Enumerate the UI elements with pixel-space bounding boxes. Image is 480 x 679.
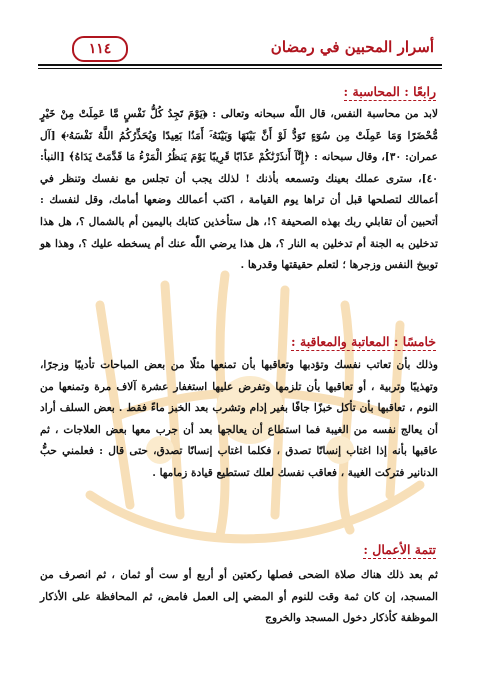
page-header xyxy=(0,36,480,80)
section-paragraph-muataba: وذلك بأن تعاتب نفسك وتؤدبها وتعاقبها بأن تمنعها مثلًا من بعض المباحات تأديبًا وزجرًا، وتهذيبًا وتربية ، أو تعاقبها بأن تلزمها وتفرض عليها استغفار عشرة آلاف مرة وتمنعها من النوم ، تعاقبها بأن تأكل خبزًا جافًا بغير إدام وتشرب بعد الخبز ماءً فقط . بعض السلف أراد أن يعالج نفسه من الغيبة فما استطاع أن يعالجها بعد أن جرب معها بعض العلاجات ، ثم عاقبها بأنه إذا اغتاب إنسانًا تصدق ، فكلما اغتاب إنسانًا تصدق، حتى قال : فعلمني حبُّ الدنانير فتركت الغيبة ، فعاقب نفسك لعلك تستطيع قيادة زمامها . xyxy=(40,359,438,479)
section-paragraph-tatimma: ثم بعد ذلك هناك صلاة الضحى فصلها ركعتين أو أربع أو ست أو ثمان ، ثم انصرف من المسجد، إن كان ثمة وقت للنوم أو المضي إلى العمل فامض، ثم المحافظة على الأذكار الموظفة كأذكار دخول المسجد والخروج xyxy=(40,569,438,625)
section-heading-tatimma: تتمة الأعمال : xyxy=(363,542,436,557)
section-heading-row xyxy=(363,539,436,559)
header-rule-thin xyxy=(38,68,442,69)
section-heading-muhasaba: رابعًا : المحاسبة : xyxy=(343,84,436,99)
book-title: أسرار المحبين في رمضان xyxy=(270,38,434,56)
section-heading-row xyxy=(291,331,436,351)
section-heading-muataba: خامسًا : المعاتبة والمعاقبة : xyxy=(291,334,436,349)
header-rule xyxy=(38,64,442,66)
page-number-badge: ١١٤ xyxy=(72,36,128,62)
section-paragraph-muhasaba: لابد من محاسبة النفس، قال اللّٰه سبحانه وتعالى : ﴿يَوْمَ تَجِدُ كُلُّ نَفْسٍ مَّا عَمِلَتْ مِنْ خَيْرٍ مُّحْضَرًا وَمَا عَمِلَتْ مِن سُوٓءٍ تَوَدُّ لَوْ أَنَّ بَيْنَهَا وَبَيْنَهُۥٓ أَمَدًۢا بَعِيدًا وَيُحَذِّرُكُمُ اللَّهُ نَفْسَهُۥ﴾ [آل عمران: ٣٠]، وقال سبحانه : ﴿إِنَّآ أَنذَرْنَٰكُمْ عَذَابًا قَرِيبًا يَوْمَ يَنظُرُ الْمَرْءُ مَا قَدَّمَتْ يَدَاهُ﴾ [النبأ: ٤٠]، سترى عملك بعينك وتسمعه بأذنك ! لذلك يجب أن تجلس مع نفسك وتنظر في أعمالك لتصلحها قبل أن تراها يوم القيامة ، اكتب أعمالك وضعها أمامك، وقل لنفسك : أتحبين أن تقابلي ربك بهذه الصحيفة ؟!، هل ستأخذين كتابك باليمين أم بالشمال ؟، هل هذا تدخلين به الجنة أم تدخلين به النار ؟، هل هذا يرضي اللّٰه عنك أم يسخطه عليك ؟، وهذا هو توبيخ النفس وزجرها ؛ لتعلم حقيقتها وقدرها . xyxy=(40,108,438,272)
section-heading-row xyxy=(344,81,436,101)
